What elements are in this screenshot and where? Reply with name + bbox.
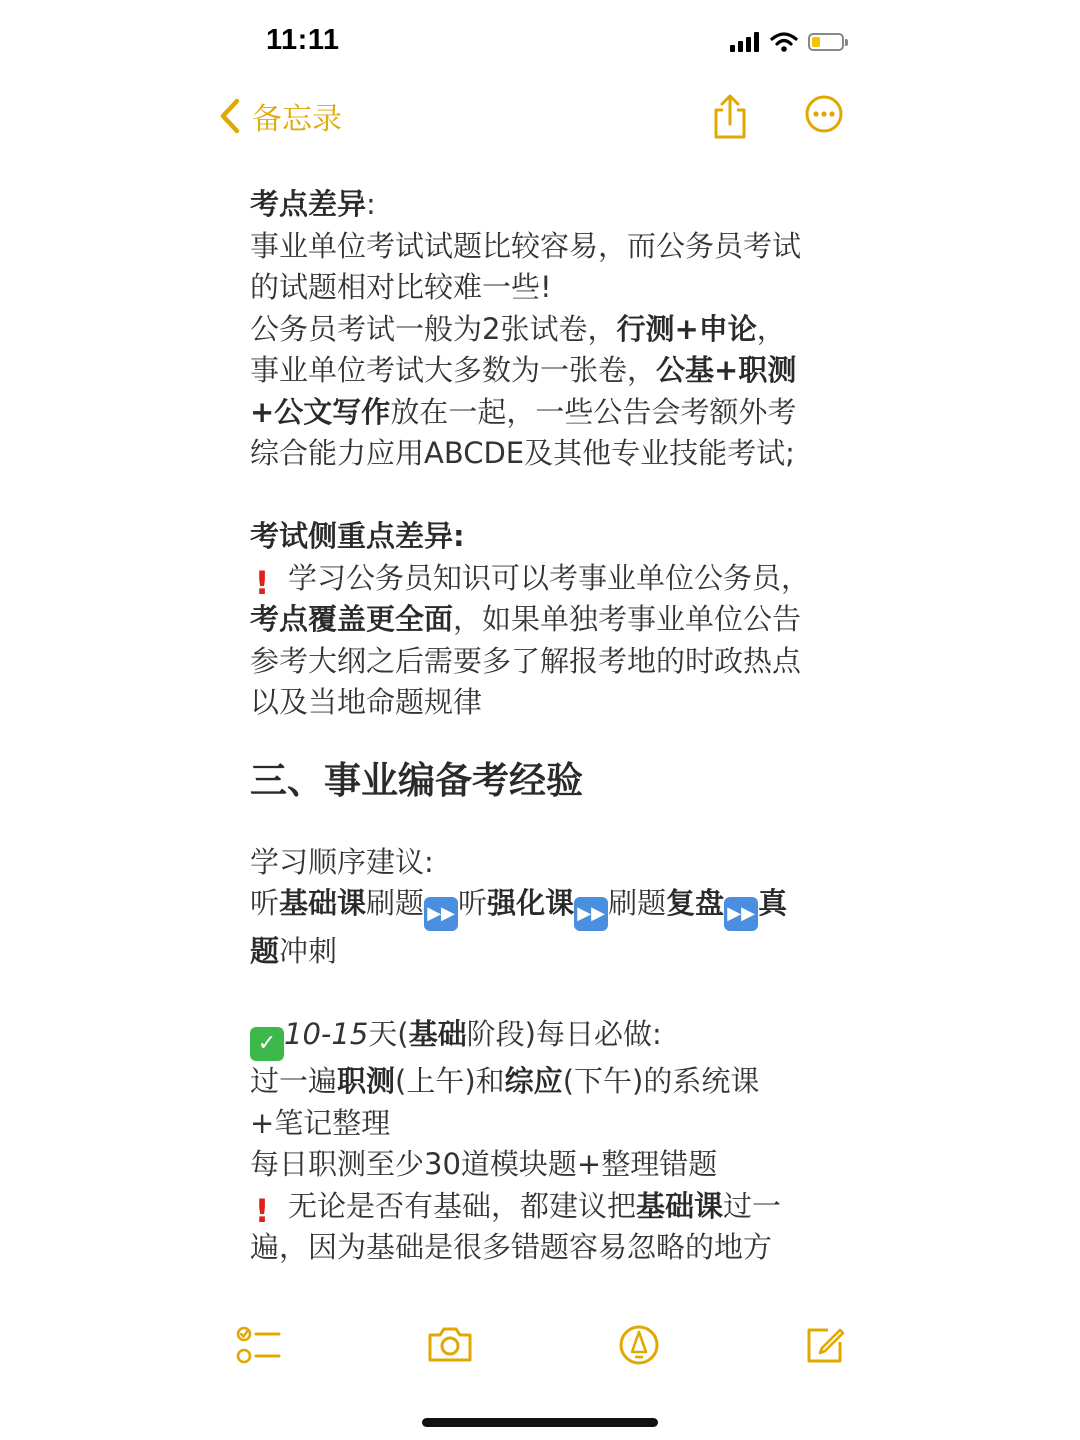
red-exclamation-icon: ! [254, 1191, 270, 1230]
note-bold: 综应 [504, 1064, 563, 1098]
camera-icon [426, 1324, 474, 1364]
note-text: 阶段)每日必做: [466, 1017, 662, 1051]
note-bold: 公基+职测 [656, 353, 797, 387]
note-bold: 题 [250, 934, 280, 968]
compose-button[interactable] [804, 1324, 846, 1370]
note-text: (上午)和 [395, 1064, 505, 1098]
fast-forward-icon: ▶▶ [424, 897, 458, 931]
note-text: 天( [368, 1017, 409, 1051]
note-bold: 职测 [337, 1064, 396, 1098]
note-bold: 复盘 [666, 886, 725, 920]
fast-forward-icon: ▶▶ [574, 897, 608, 931]
share-button[interactable] [710, 94, 750, 144]
note-text: ， [756, 311, 786, 346]
note-line: 事业单位考试试题比较容易，而公务员考试 [250, 228, 802, 263]
chevron-left-icon [218, 97, 242, 135]
note-text: ，如果单独考事业单位公告 [453, 602, 802, 636]
fast-forward-icon: ▶▶ [724, 897, 758, 931]
note-line [250, 599, 830, 641]
note-line [250, 392, 830, 434]
note-bold: 强化课 [487, 886, 575, 920]
note-bold: 行测+申论 [616, 311, 757, 346]
section-title-study-order: 学习顺序建议: [250, 844, 434, 879]
signal-icon [730, 32, 760, 52]
note-line [250, 350, 830, 392]
section-title-focus: 考试侧重点差异: [250, 519, 465, 553]
section-title-exam-points: 考点差异 [250, 187, 367, 221]
note-text: 过一 [723, 1188, 782, 1223]
checklist-icon [236, 1324, 282, 1366]
note-text: 刷题 [366, 886, 425, 920]
note-text: 听 [458, 886, 488, 920]
note-line: +笔记整理 [250, 1105, 391, 1140]
note-text: 放在一起，一些公告会考额外考 [390, 394, 797, 429]
note-text: 刷题 [608, 886, 667, 920]
note-text: 冲刺 [279, 934, 338, 968]
note-line: 的试题相对比较难一些! [250, 270, 552, 304]
note-bold: 基础课 [279, 886, 367, 920]
note-text: 过一遍 [250, 1064, 338, 1098]
markup-button[interactable] [618, 1324, 660, 1370]
note-body[interactable] [250, 184, 830, 1269]
bottom-toolbar [0, 1320, 1080, 1380]
note-line: 综合能力应用ABCDE及其他专业技能考试; [250, 436, 795, 470]
back-button[interactable] [218, 94, 342, 138]
status-bar [0, 0, 1080, 84]
note-bold: 基础课 [636, 1188, 724, 1223]
note-line [250, 1014, 830, 1061]
compose-icon [804, 1324, 846, 1366]
share-icon [710, 94, 750, 140]
note-text: : [366, 187, 376, 221]
more-button[interactable] [804, 94, 844, 138]
status-time: 11:11 [266, 24, 340, 56]
note-text: 事业单位考试大多数为一张卷， [250, 353, 657, 387]
note-line [250, 558, 830, 600]
check-mark-icon: ✓ [250, 1027, 284, 1061]
note-line [250, 309, 830, 351]
back-label: 备忘录 [252, 102, 342, 137]
ellipsis-circle-icon [804, 94, 844, 134]
wifi-icon [770, 32, 798, 52]
battery-icon [808, 33, 844, 51]
red-exclamation-icon: ! [254, 563, 270, 602]
note-text: 公务员考试一般为2张试卷， [250, 311, 617, 346]
note-text: (下午)的系统课 [562, 1064, 760, 1098]
markup-pen-icon [618, 1324, 660, 1366]
battery-fill [812, 37, 820, 47]
status-icons [730, 28, 844, 56]
note-text: 学习公务员知识可以考事业单位公务员， [288, 560, 811, 595]
note-bold: 考点覆盖更全面 [250, 602, 454, 636]
note-line [250, 883, 830, 931]
note-bold: 真 [758, 886, 788, 920]
note-line: 每日职测至少30道模块题+整理错题 [250, 1147, 718, 1181]
note-bold: +公文写作 [250, 394, 391, 429]
nav-bar [0, 88, 1080, 152]
checklist-button[interactable] [236, 1324, 282, 1370]
note-text: 听 [250, 886, 280, 920]
note-bold: 基础 [408, 1017, 467, 1051]
home-indicator [422, 1418, 658, 1427]
note-line [250, 1186, 830, 1228]
note-line: 遍，因为基础是很多错题容易忽略的地方 [250, 1230, 773, 1264]
note-line: 参考大纲之后需要多了解报考地的时政热点 [250, 643, 802, 678]
note-line [250, 184, 830, 226]
note-text: 无论是否有基础，都建议把 [288, 1188, 637, 1223]
note-text: 10-15 [284, 1017, 369, 1051]
note-line [250, 931, 830, 973]
camera-button[interactable] [426, 1324, 474, 1368]
note-line: 以及当地命题规律 [250, 685, 483, 719]
section-heading: 三、事业编备考经验 [250, 758, 583, 802]
note-line [250, 1061, 830, 1103]
